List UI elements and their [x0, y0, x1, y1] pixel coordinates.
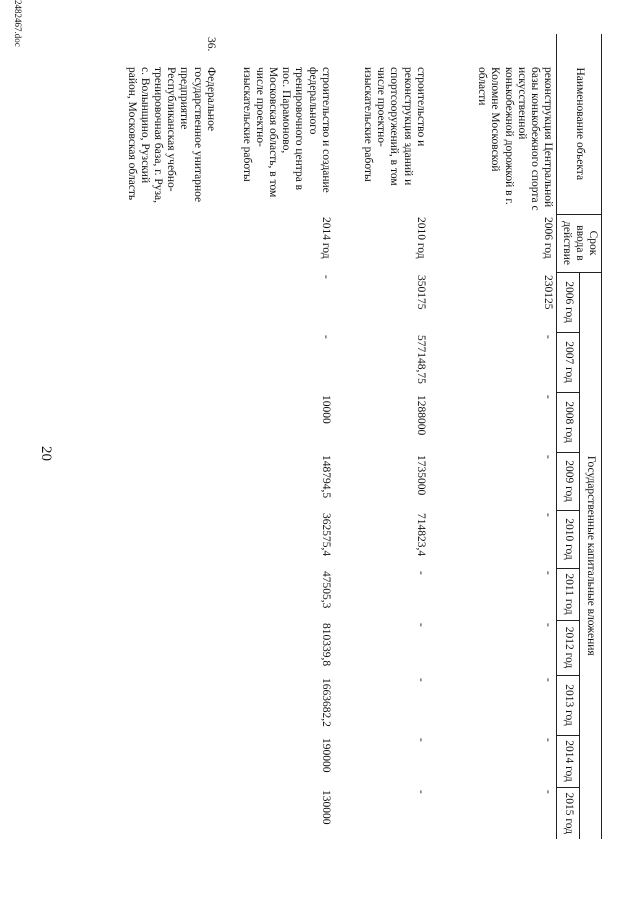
- header-year: 2013 год: [557, 675, 579, 735]
- term-cell: 2006 год: [542, 217, 555, 259]
- value-cell: 1663682,2: [319, 678, 332, 727]
- table-row: [334, 34, 429, 839]
- table-row: [122, 34, 219, 839]
- value-cell: -: [542, 678, 555, 682]
- object-name: Федеральное государственное унитарное предприятие Республиканская учебно-тренировочная база, г. Руза, с. Волынщино, Рузский район, Московская область: [125, 67, 217, 204]
- value-cell: -: [319, 275, 332, 279]
- value-cell: -: [414, 738, 427, 742]
- value-cell: 1288000: [414, 395, 427, 436]
- row-index: [334, 34, 429, 64]
- value-cell: 577148,75: [414, 335, 427, 384]
- header-year: 2008 год: [557, 392, 579, 452]
- value-cell: [122, 620, 219, 675]
- value-cell: -: [542, 571, 555, 575]
- object-name: реконструкция Центральной базы конькобежного спорта с искусственной конькобежной дорожкой в г. Коломне Московской области: [476, 67, 555, 211]
- value-cell: 362575,4: [319, 513, 332, 557]
- value-cell: -: [542, 335, 555, 339]
- object-name: строительство и создание федерального тренировочного центра в пос. Парамоново, Московская область, в том числе проектно-изыскательские работы: [240, 67, 332, 198]
- table-row: [429, 34, 557, 839]
- value-cell: 350175: [414, 275, 427, 310]
- value-cell: 10000: [319, 395, 332, 424]
- value-cell: [122, 568, 219, 620]
- header-year: 2009 год: [557, 452, 579, 510]
- value-cell: [122, 787, 219, 839]
- header-year: 2010 год: [557, 510, 579, 568]
- value-cell: -: [319, 335, 332, 339]
- value-cell: 810339,8: [319, 623, 332, 667]
- object-name: строительство и реконструкция зданий и спортсооружений, в том числе проектно-изыскательские работы: [361, 67, 427, 186]
- value-cell: -: [542, 738, 555, 742]
- value-cell: [122, 675, 219, 735]
- header-year: 2014 год: [557, 735, 579, 787]
- value-cell: [122, 452, 219, 510]
- value-cell: -: [414, 678, 427, 682]
- value-cell: 1735000: [414, 455, 427, 496]
- term-cell: 2010 год: [414, 217, 427, 259]
- term-cell: [122, 214, 219, 272]
- header-year: 2011 год: [557, 568, 579, 620]
- row-index: [429, 34, 557, 64]
- table-row: [219, 34, 334, 839]
- term-cell: 2014 год: [319, 217, 332, 259]
- header-year: 2006 год: [557, 272, 579, 332]
- value-cell: [122, 272, 219, 332]
- value-cell: [122, 392, 219, 452]
- value-cell: -: [542, 513, 555, 517]
- value-cell: 714823,4: [414, 513, 427, 557]
- value-cell: 148794,5: [319, 455, 332, 499]
- value-cell: -: [414, 623, 427, 627]
- value-cell: -: [414, 790, 427, 794]
- header-year: 2007 год: [557, 332, 579, 392]
- footer-filename: 2482467.doc: [13, 0, 23, 47]
- value-cell: 190000: [319, 738, 332, 773]
- header-year: 2015 год: [557, 787, 579, 839]
- value-cell: 47505,3: [319, 571, 332, 609]
- header-group: Государственные капитальные вложения: [579, 272, 601, 839]
- header-year: 2012 год: [557, 620, 579, 675]
- value-cell: [122, 332, 219, 392]
- value-cell: [122, 510, 219, 568]
- row-index: 36.: [204, 37, 217, 52]
- value-cell: [122, 735, 219, 787]
- value-cell: -: [542, 790, 555, 794]
- row-index: [219, 34, 334, 64]
- value-cell: 130000: [319, 790, 332, 825]
- investment-table: [122, 34, 602, 839]
- header-name: Наименование объекта: [557, 34, 602, 214]
- value-cell: -: [414, 571, 427, 575]
- value-cell: 230125: [542, 275, 555, 310]
- value-cell: -: [542, 395, 555, 399]
- value-cell: -: [542, 623, 555, 627]
- page-number: 20: [38, 446, 54, 461]
- value-cell: -: [542, 455, 555, 459]
- header-term: Срок ввода в действие: [557, 214, 602, 272]
